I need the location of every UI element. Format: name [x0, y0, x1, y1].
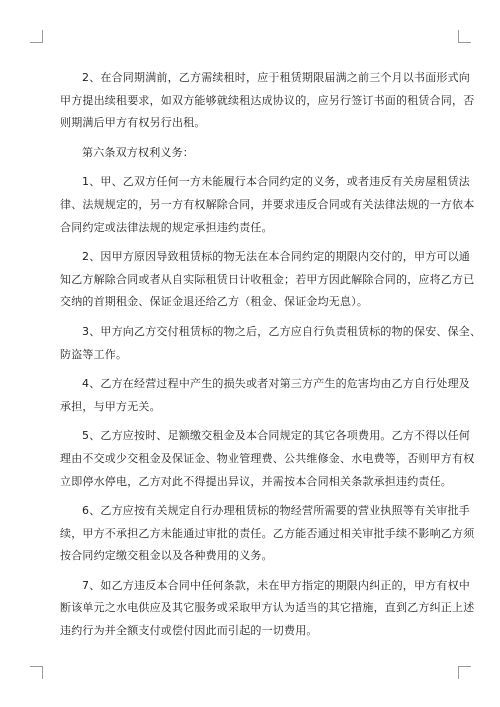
paragraph — [60, 171, 475, 239]
paragraph — [60, 142, 444, 165]
paragraph — [60, 321, 482, 366]
text-line: 断该单元之水电供应及其它服务或采取甲方认为适当的其它措施，直到乙方纠正上述 — [60, 601, 475, 615]
text-line: 续，甲方不承担乙方未能通过审批的责任。乙方能否通过相关审批手续不影响乙方须 — [60, 526, 475, 540]
text-line: 则期满后甲方有权另行出租。 — [60, 116, 206, 130]
text-line: 6、乙方应按有关规定自行办理租赁标的物经营所需要的营业执照等有关审批手 — [82, 504, 470, 518]
text-line: 1、甲、乙双方任何一方未能履行本合同约定的义务，或者违反有关房屋租赁法 — [82, 175, 470, 189]
paragraph — [60, 425, 475, 493]
text-line: 理由不交或少交租金及保证金、物业管理费、公共维修金、水电费等，否则甲方有权 — [60, 451, 475, 465]
crop-mark-top-right — [458, 30, 471, 43]
crop-mark-bottom-left — [30, 666, 43, 679]
text-line: 4、乙方在经营过程中产生的损失或者对第三方产生的危害均由乙方自行处理及 — [82, 377, 470, 391]
text-line: 违约行为并全额支付或偿付因此而引起的一切费用。 — [60, 624, 318, 638]
text-line: 知乙方解除合同或者从自实际租赁日计收租金；若甲方因此解除合同的，应将乙方已 — [60, 272, 475, 286]
paragraph — [60, 500, 475, 568]
paragraph — [60, 67, 475, 135]
text-line: 承担，与甲方无关。 — [60, 399, 161, 413]
text-line: 2、因甲方原因导致租赁标的物无法在本合同约定的期限内交付的，甲方可以通 — [82, 250, 470, 264]
text-line: 2、在合同期满前，乙方需续租时，应于租赁期限届满之前三个月以书面形式向 — [82, 71, 470, 84]
text-line: 按合同约定缴交租金以及各种费用的义务。 — [60, 549, 273, 563]
text-line: 律、法规规定的，另一方有权解除合同，并要求违反合同或有关法律法规的一方依本 — [60, 197, 475, 211]
crop-mark-top-left — [30, 30, 43, 43]
text-line: 防盗等工作。 — [60, 347, 128, 361]
crop-mark-bottom-right — [458, 666, 471, 679]
text-line: 交纳的首期租金、保证金退还给乙方（租金、保证金均无息）。 — [60, 295, 369, 309]
text-line: 第六条双方权利义务： — [82, 145, 194, 159]
text-line: 甲方提出续租要求，如双方能够就续租达成协议的，应另行签订书面的租赁合同，否 — [60, 93, 475, 107]
document-body — [60, 67, 482, 650]
paragraph — [60, 246, 475, 314]
paragraph — [60, 575, 475, 643]
paragraph — [60, 373, 470, 418]
text-line: 7、如乙方违反本合同中任何条款，未在甲方指定的期限内纠正的，甲方有权中 — [82, 578, 470, 592]
text-line: 5、乙方应按时、足额缴交租金及本合同规定的其它各项费用。乙方不得以任何 — [82, 429, 470, 443]
text-line: 立即停水停电，乙方对此不得提出异议，并需按本合同相关条款承担违约责任。 — [60, 474, 452, 488]
text-line: 合同约定或法律法规的规定承担违约责任。 — [60, 220, 273, 234]
text-line: 3、甲方向乙方交付租赁标的物之后，乙方应自行负责租赁标的物的保安、保全、 — [82, 324, 482, 338]
